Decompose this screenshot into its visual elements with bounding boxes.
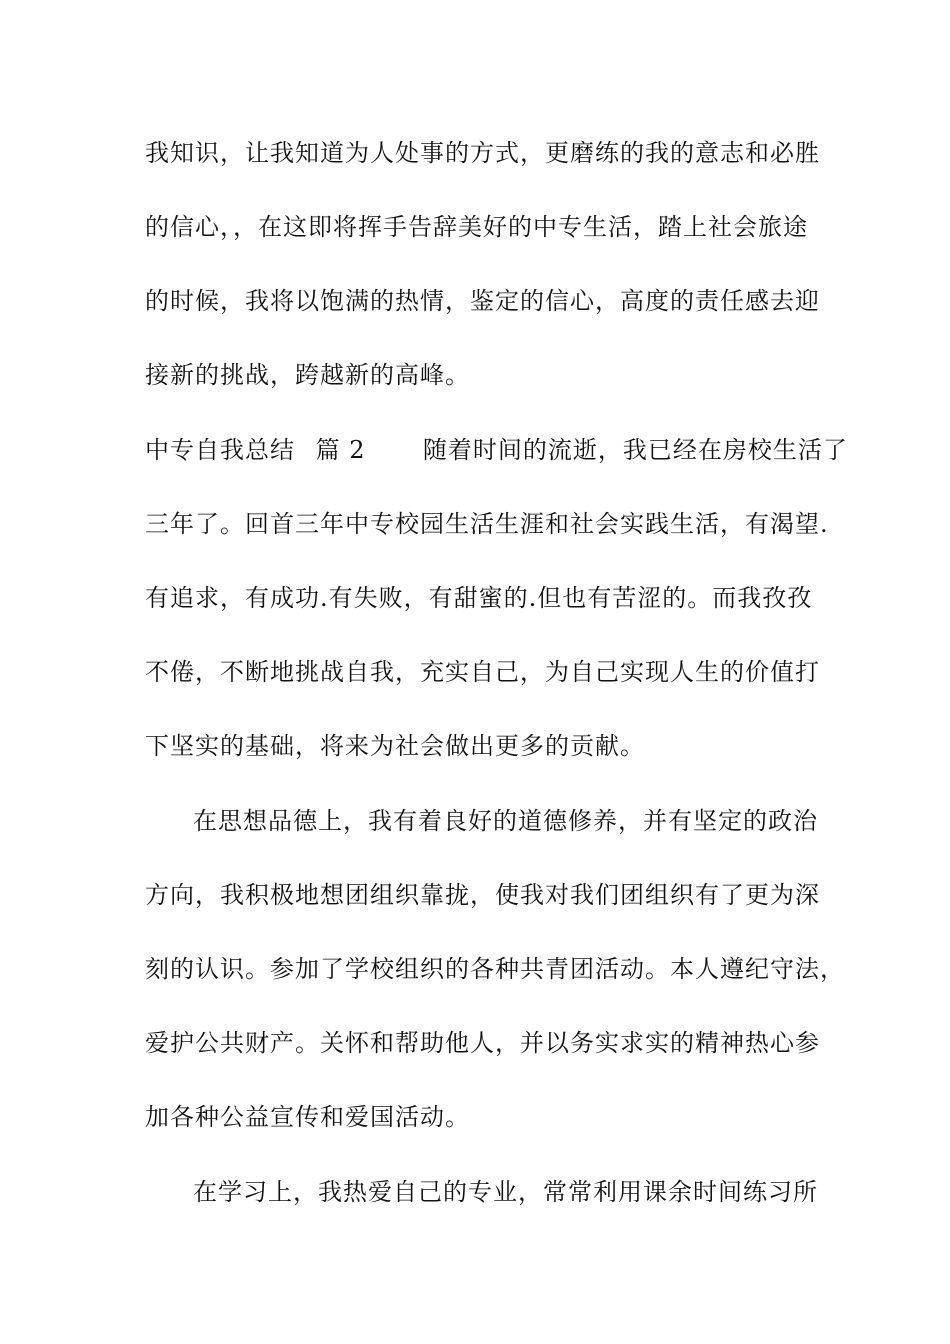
section-first-text: 随着时间的流逝，我已经在房校生活了: [422, 436, 848, 464]
section-heading-line: [145, 430, 848, 470]
paragraph-first-line: 在思想品德上，我有着良好的道德修养，并有坚定的政治: [193, 807, 818, 835]
text-line: 三年了。回首三年中专校园生活生涯和社会实践生活，有渴望.: [145, 510, 829, 538]
section-number: 篇 2: [315, 436, 366, 464]
text-line: 接新的挑战，跨越新的高峰。: [145, 361, 470, 389]
paragraph-first-line: 在学习上，我热爱自己的专业，常常利用课余时间练习所: [193, 1178, 818, 1206]
text-line: 加各种公益宣传和爱国活动。: [145, 1103, 470, 1131]
text-line: 我知识，让我知道为人处事的方式，更磨练的我的意志和必胜: [145, 139, 820, 167]
text-line: 的时候，我将以饱满的热情，鉴定的信心，高度的责任感去迎: [145, 287, 820, 315]
text-line: 不倦，不断地挑战自我，充实自己，为自己实现人生的价值打: [145, 658, 820, 686]
text-line: 方向，我积极地想团组织靠拢，使我对我们团组织有了更为深: [145, 881, 820, 909]
text-line: 下坚实的基础，将来为社会做出更多的贡献。: [145, 732, 645, 760]
text-line: 爱护公共财产。关怀和帮助他人，并以务实求实的精神热心参: [145, 1029, 820, 1057]
text-line: 有追求，有成功.有失败，有甜蜜的.但也有苦涩的。而我孜孜: [145, 584, 813, 612]
text-line: 的信心，，在这即将挥手告辞美好的中专生活，踏上社会旅途: [145, 213, 808, 241]
section-title: 中专自我总结: [145, 436, 295, 464]
text-line: 刻的认识。参加了学校组织的各种共青团活动。本人遵纪守法，: [145, 955, 845, 983]
